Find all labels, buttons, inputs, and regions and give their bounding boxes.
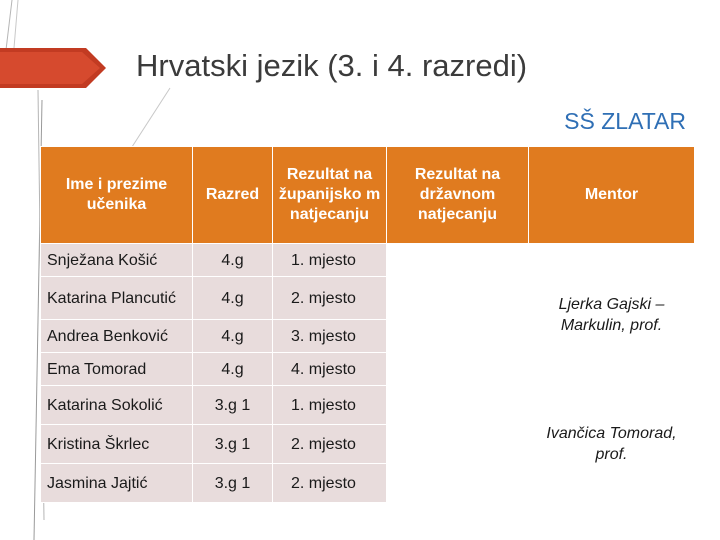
county-result: 2. mjesto bbox=[273, 425, 387, 464]
student-grade: 3.g 1 bbox=[193, 386, 273, 425]
national-result-empty bbox=[387, 244, 529, 503]
header-grade: Razred bbox=[193, 147, 273, 244]
header-county-result: Rezultat na županijsko m natjecanju bbox=[273, 147, 387, 244]
table-row bbox=[41, 244, 695, 277]
student-name: Katarina Plancutić bbox=[41, 277, 193, 320]
header-row bbox=[41, 147, 695, 244]
school-name: SŠ ZLATAR bbox=[564, 108, 686, 134]
header-mentor: Mentor bbox=[529, 147, 695, 244]
county-result: 4. mjesto bbox=[273, 353, 387, 386]
page-title: Hrvatski jezik (3. i 4. razredi) bbox=[136, 48, 528, 83]
student-grade: 4.g bbox=[193, 244, 273, 277]
county-result: 2. mjesto bbox=[273, 464, 387, 503]
student-name: Jasmina Jajtić bbox=[41, 464, 193, 503]
student-name: Andrea Benković bbox=[41, 320, 193, 353]
student-grade: 3.g 1 bbox=[193, 425, 273, 464]
student-name: Katarina Sokolić bbox=[41, 386, 193, 425]
county-result: 2. mjesto bbox=[273, 277, 387, 320]
student-name: Ema Tomorad bbox=[41, 353, 193, 386]
student-name: Snježana Košić bbox=[41, 244, 193, 277]
mentor-2: Ivančica Tomorad, prof. bbox=[529, 386, 695, 503]
student-grade: 4.g bbox=[193, 277, 273, 320]
county-result: 3. mjesto bbox=[273, 320, 387, 353]
header-name: Ime i prezime učenika bbox=[41, 147, 193, 244]
student-grade: 4.g bbox=[193, 353, 273, 386]
county-result: 1. mjesto bbox=[273, 386, 387, 425]
header-national-result: Rezultat na državnom natjecanju bbox=[387, 147, 529, 244]
student-name: Kristina Škrlec bbox=[41, 425, 193, 464]
title-arrow-decoration bbox=[0, 48, 108, 88]
mentor-1: Ljerka Gajski – Markulin, prof. bbox=[529, 244, 695, 386]
county-result: 1. mjesto bbox=[273, 244, 387, 277]
results-table bbox=[40, 146, 695, 503]
student-grade: 3.g 1 bbox=[193, 464, 273, 503]
table-row bbox=[41, 386, 695, 425]
student-grade: 4.g bbox=[193, 320, 273, 353]
